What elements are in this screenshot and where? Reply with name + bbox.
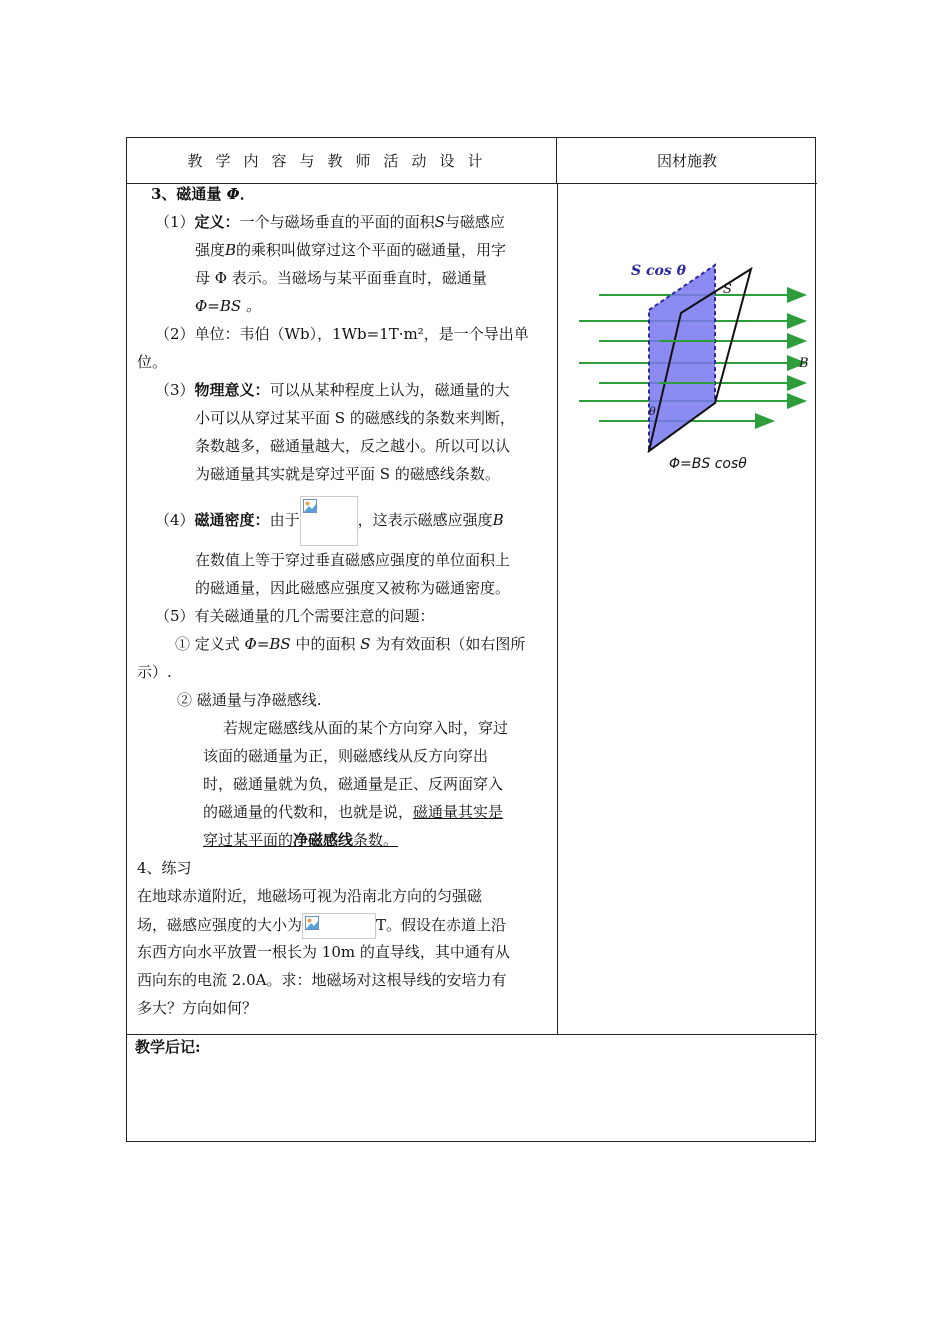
broken-image-icon [303,499,317,513]
meaning-line-1: （3）物理意义：可以从某种程度上认为，磁通量的大 [155,381,510,399]
main-content [127,184,557,1034]
exercise-line-2: 场，磁感应强度的大小为 T。假设在赤道上沿 [137,912,506,939]
note-1-line-1: ① 定义式 Φ=BS 中的面积 S 为有效面积（如右图所 [175,635,526,653]
meaning-line-3: 条数越多，磁通量越大，反之越小。所以可以认 [195,437,511,455]
note-2-line-5: 穿过某平面的净磁感线条数。 [203,831,399,849]
formula-image-placeholder [300,496,358,546]
note-2-line-3: 时，磁通量就为负，磁通量是正、反两面穿入 [203,775,504,793]
note-2-line-1: 若规定磁感线从面的某个方向穿入时，穿过 [223,719,509,737]
definition-line-4: Φ=BS 。 [195,297,261,315]
unit-line-2: 位。 [137,353,168,371]
section-3-heading: 3、磁通量 Φ． [151,185,255,203]
label-b: B [799,356,809,371]
flux-density-line-2: 在数值上等于穿过垂直磁感应强度的单位面积上 [195,551,511,569]
exercise-line-5: 多大？方向如何？ [137,999,258,1017]
note-1-line-2: 示）. [137,663,172,681]
value-image-placeholder [302,913,376,939]
unit-line-1: （2）单位：韦伯（Wb），1Wb=1T·m²，是一个导出单 [155,325,529,343]
exercise-line-3: 东西方向水平放置一根长为 10m 的直导线，其中通有从 [137,943,510,961]
flux-density-line-3: 的磁通量，因此磁感应强度又被称为磁通密度。 [195,579,511,597]
meaning-line-4: 为磁通量其实就是穿过平面 S 的磁感线条数。 [195,465,500,483]
meaning-line-2: 小可以从穿过某平面 S 的磁感线的条数来判断， [195,409,515,427]
row-divider [127,1034,817,1035]
label-s: S [723,282,732,297]
diagram-caption: Φ=BS cosθ [669,456,747,472]
section-4-heading: 4、练习 [137,859,192,877]
lesson-plan-table [126,137,816,1142]
notes-heading: （5）有关磁通量的几个需要注意的问题： [155,607,435,625]
exercise-line-1: 在地球赤道附近，地磁场可视为沿南北方向的匀强磁 [137,887,483,905]
projected-plane [649,265,715,451]
note-2-line-2: 该面的磁通量为正，则磁感线从反方向穿出 [203,747,489,765]
column-divider [557,184,558,1034]
note-2-line-4: 的磁通量的代数和，也就是说，磁通量其实是 [203,803,504,821]
header-left: 教学内容与教师活动设计 [127,138,557,184]
definition-line-2: 强度B的乘积叫做穿过这个平面的磁通量，用字 [195,241,507,259]
label-theta: θ [649,405,656,418]
magnetic-flux-diagram [573,253,813,453]
broken-image-icon [305,916,319,930]
teaching-notes-label: 教学后记: [135,1038,201,1056]
note-2-heading: ② 磁通量与净磁感线. [177,691,322,709]
header-right: 因材施教 [557,138,817,184]
definition-line-1: （1）定义：一个与磁场垂直的平面的面积S与磁感应 [155,213,505,231]
exercise-line-4: 西向东的电流 2.0A。求：地磁场对这根导线的安培力有 [137,971,507,989]
definition-line-3: 母 Φ 表示。当磁场与某平面垂直时，磁通量 [195,269,487,287]
flux-density-line-1: （4）磁通密度：由于 ，这表示磁感应强度B [155,496,504,546]
label-s-cos-theta: S cos θ [631,263,686,279]
